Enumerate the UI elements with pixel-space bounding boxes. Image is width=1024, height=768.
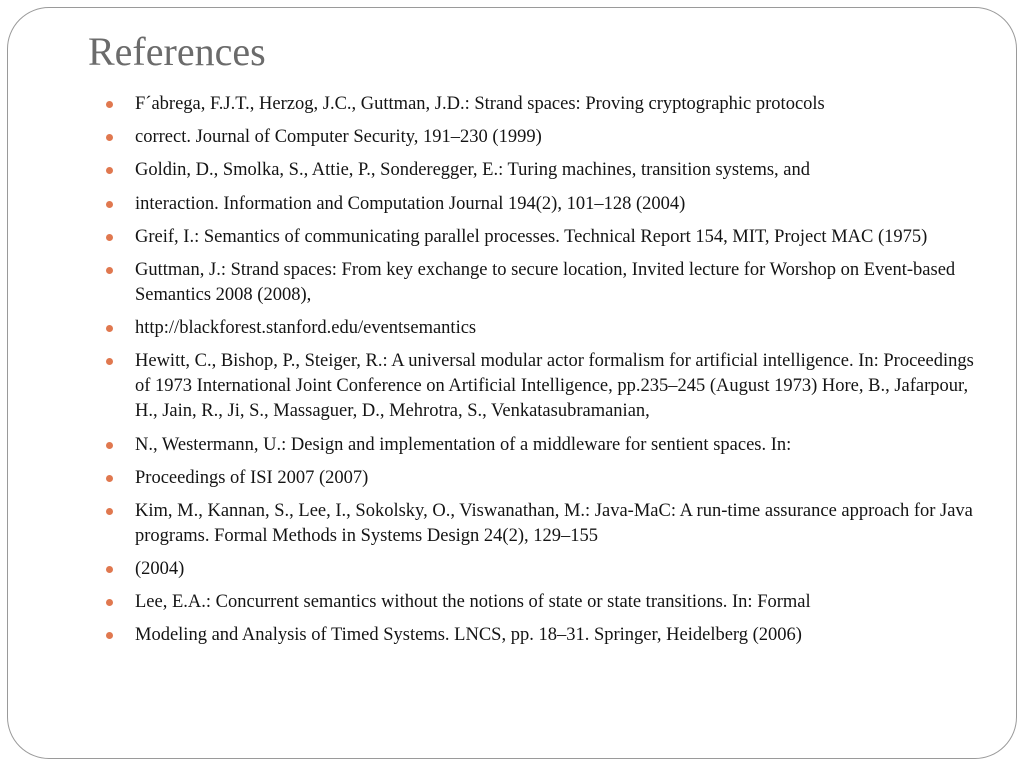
- reference-item: [104, 590, 984, 615]
- bullet-icon: [106, 508, 113, 515]
- reference-text: Lee, E.A.: Concurrent semantics without the notions of state or state transitions. In: Formal: [135, 592, 811, 613]
- reference-url: http://blackforest.stanford.edu/eventsemantics: [135, 318, 477, 339]
- reference-list: [104, 92, 984, 657]
- bullet-icon: [106, 442, 113, 449]
- reference-text: Goldin, D., Smolka, S., Attie, P., Sonderegger, E.: Turing machines, transition systems, and: [135, 160, 811, 181]
- reference-text: interaction. Information and Computation Journal 194(2), 101–128 (2004): [135, 193, 686, 214]
- reference-item: [104, 225, 984, 250]
- reference-text: Guttman, J.: Strand spaces: From key exchange to secure location, Invited lecture for Worshop on Event-based Semantics 2008 (2008),: [135, 259, 956, 305]
- bullet-icon: [106, 325, 113, 332]
- reference-item: [104, 158, 984, 183]
- bullet-icon: [106, 101, 113, 108]
- reference-text: N., Westermann, U.: Design and implementation of a middleware for sentient spaces. In:: [135, 434, 792, 455]
- bullet-icon: [106, 358, 113, 365]
- reference-text: F´abrega, F.J.T., Herzog, J.C., Guttman, J.D.: Strand spaces: Proving cryptographic protocols: [135, 94, 825, 114]
- reference-text: Modeling and Analysis of Timed Systems. LNCS, pp. 18–31. Springer, Heidelberg (2006): [135, 625, 802, 646]
- reference-item: [104, 499, 984, 549]
- bullet-icon: [106, 599, 113, 606]
- reference-item: [104, 192, 984, 217]
- reference-item: [104, 316, 984, 341]
- reference-item: [104, 258, 984, 308]
- reference-text: correct. Journal of Computer Security, 191–230 (1999): [135, 127, 542, 148]
- reference-item: [104, 623, 984, 648]
- bullet-icon: [106, 566, 113, 573]
- reference-text: Kim, M., Kannan, S., Lee, I., Sokolsky, O., Viswanathan, M.: Java-MaC: A run-time assurance approach for Java programs. Formal Methods in Systems Design 24(2), 129–155: [135, 500, 973, 546]
- bullet-icon: [106, 167, 113, 174]
- bullet-icon: [106, 632, 113, 639]
- reference-text: Hewitt, C., Bishop, P., Steiger, R.: A universal modular actor formalism for artificial intelligence. In: Proceedings of 1973 International Joint Conference on Artificial Intelligence, pp.235–245 (August 1973) Hore, B., Jafarpour, H., Jain, R., Ji, S., Massaguer, D., Mehrotra, S., Venkatasubramanian,: [135, 351, 974, 422]
- bullet-icon: [106, 201, 113, 208]
- reference-item: [104, 349, 984, 424]
- reference-item: [104, 92, 984, 117]
- bullet-icon: [106, 134, 113, 141]
- reference-text: Proceedings of ISI 2007 (2007): [135, 467, 369, 488]
- reference-item: [104, 466, 984, 491]
- reference-item: [104, 125, 984, 150]
- bullet-icon: [106, 267, 113, 274]
- reference-item: [104, 433, 984, 458]
- reference-item: [104, 557, 984, 582]
- bullet-icon: [106, 475, 113, 482]
- reference-text: (2004): [135, 559, 185, 580]
- bullet-icon: [106, 234, 113, 241]
- reference-text: Greif, I.: Semantics of communicating parallel processes. Technical Report 154, MIT, Project MAC (1975): [135, 226, 928, 247]
- slide-title: References: [88, 29, 266, 74]
